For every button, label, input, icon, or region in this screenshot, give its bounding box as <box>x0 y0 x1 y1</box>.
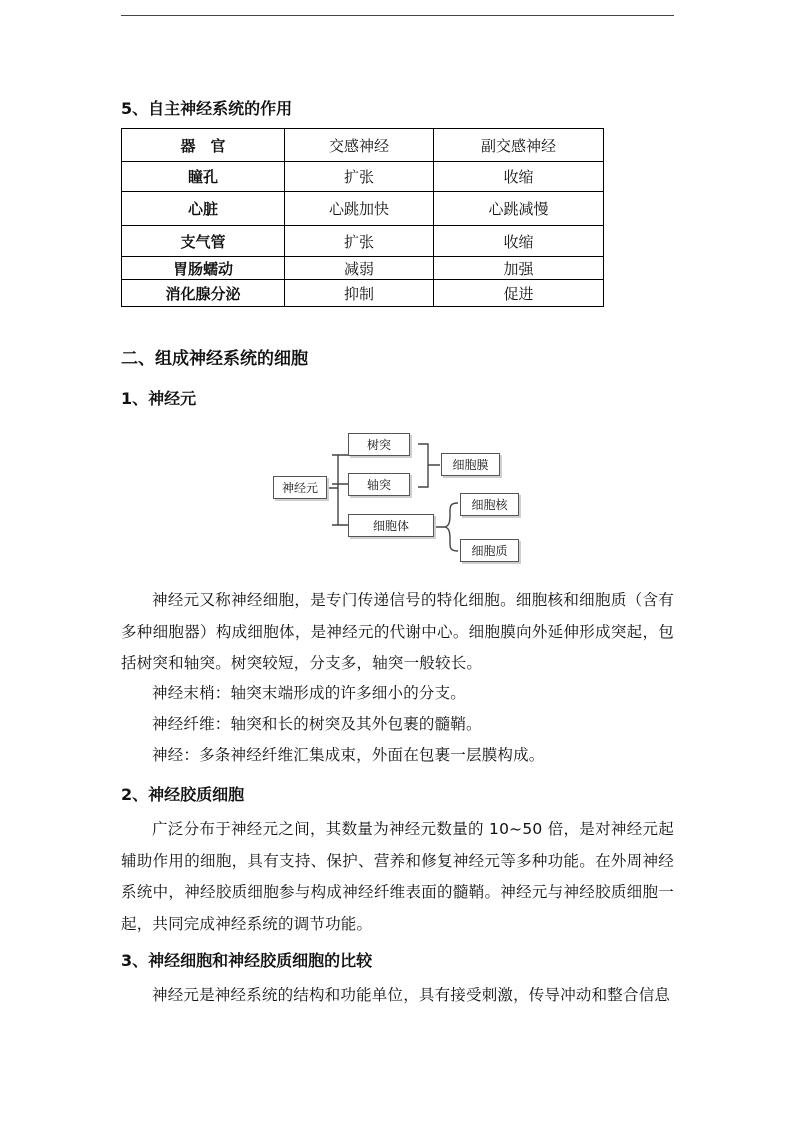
table-row <box>122 280 604 307</box>
page-header-rule <box>121 15 674 16</box>
sympathetic-cell: 抑制 <box>285 280 434 307</box>
neuron-paragraph: 神经元又称神经细胞，是专门传递信号的特化细胞。细胞核和细胞质（含有多种细胞器）构成细胞体，是神经元的代谢中心。细胞膜向外延伸形成突起，包括树突和轴突。树突较短，分支多，轴突一般较长。 <box>121 591 674 672</box>
sympathetic-cell: 扩张 <box>285 226 434 257</box>
organ-cell: 支气管 <box>122 226 285 257</box>
autonomic-effects-table <box>121 128 604 307</box>
parasympathetic-cell: 收缩 <box>434 162 604 192</box>
header-sympathetic: 交感神经 <box>285 129 434 162</box>
organ-cell: 胃肠蠕动 <box>122 257 285 280</box>
parasympathetic-cell: 促进 <box>434 280 604 307</box>
sympathetic-cell: 减弱 <box>285 257 434 280</box>
subheading-neuron: 1、神经元 <box>121 389 197 408</box>
table-header-row <box>122 129 604 162</box>
diagram-node-cytoplasm: 细胞质 <box>460 539 519 562</box>
table-row <box>122 257 604 280</box>
parasympathetic-cell: 加强 <box>434 257 604 280</box>
section-heading-autonomic: 5、自主神经系统的作用 <box>121 99 293 118</box>
glia-paragraph: 广泛分布于神经元之间，其数量为神经元数量的 10~50 倍，是对神经元起辅助作用的细胞，具有支持、保护、营养和修复神经元等多种功能。在外周神经系统中，神经胶质细胞参与构成神经纤维表面的髓鞘。神经元与神经胶质细胞一起，共同完成神经系统的调节功能。 <box>121 820 674 933</box>
diagram-node-dendrite: 树突 <box>348 433 410 456</box>
sympathetic-cell: 心跳加快 <box>285 192 434 226</box>
table-row <box>122 192 604 226</box>
header-parasympathetic: 副交感神经 <box>434 129 604 162</box>
diagram-node-cell-membrane: 细胞膜 <box>441 453 500 476</box>
comparison-paragraph: 神经元是神经系统的结构和功能单位，具有接受刺激，传导冲动和整合信息 <box>152 986 671 1004</box>
process-bracket <box>418 444 440 487</box>
organ-cell: 瞳孔 <box>122 162 285 192</box>
organ-cell: 消化腺分泌 <box>122 280 285 307</box>
cellbody-bracket <box>436 503 458 551</box>
organ-cell: 心脏 <box>122 192 285 226</box>
subheading-glia: 2、神经胶质细胞 <box>121 785 245 804</box>
sympathetic-cell: 扩张 <box>285 162 434 192</box>
nerve-ending-definition: 神经末梢：轴突末端形成的许多细小的分支。 <box>152 684 467 702</box>
diagram-node-cell-body: 细胞体 <box>348 514 434 537</box>
parasympathetic-cell: 收缩 <box>434 226 604 257</box>
header-organ: 器 官 <box>122 129 285 162</box>
parasympathetic-cell: 心跳减慢 <box>434 192 604 226</box>
diagram-node-axon: 轴突 <box>348 473 410 496</box>
diagram-node-nucleus: 细胞核 <box>460 493 519 516</box>
subheading-comparison: 3、神经细胞和神经胶质细胞的比较 <box>121 951 373 970</box>
diagram-node-neuron: 神经元 <box>273 476 327 499</box>
part-heading-cells: 二、组成神经系统的细胞 <box>121 349 308 369</box>
root-bracket <box>327 455 348 525</box>
table-row <box>122 162 604 192</box>
nerve-definition: 神经：多条神经纤维汇集成束，外面在包裹一层膜构成。 <box>152 746 545 764</box>
table-row <box>122 226 604 257</box>
nerve-fiber-definition: 神经纤维：轴突和长的树突及其外包裹的髓鞘。 <box>152 715 482 733</box>
